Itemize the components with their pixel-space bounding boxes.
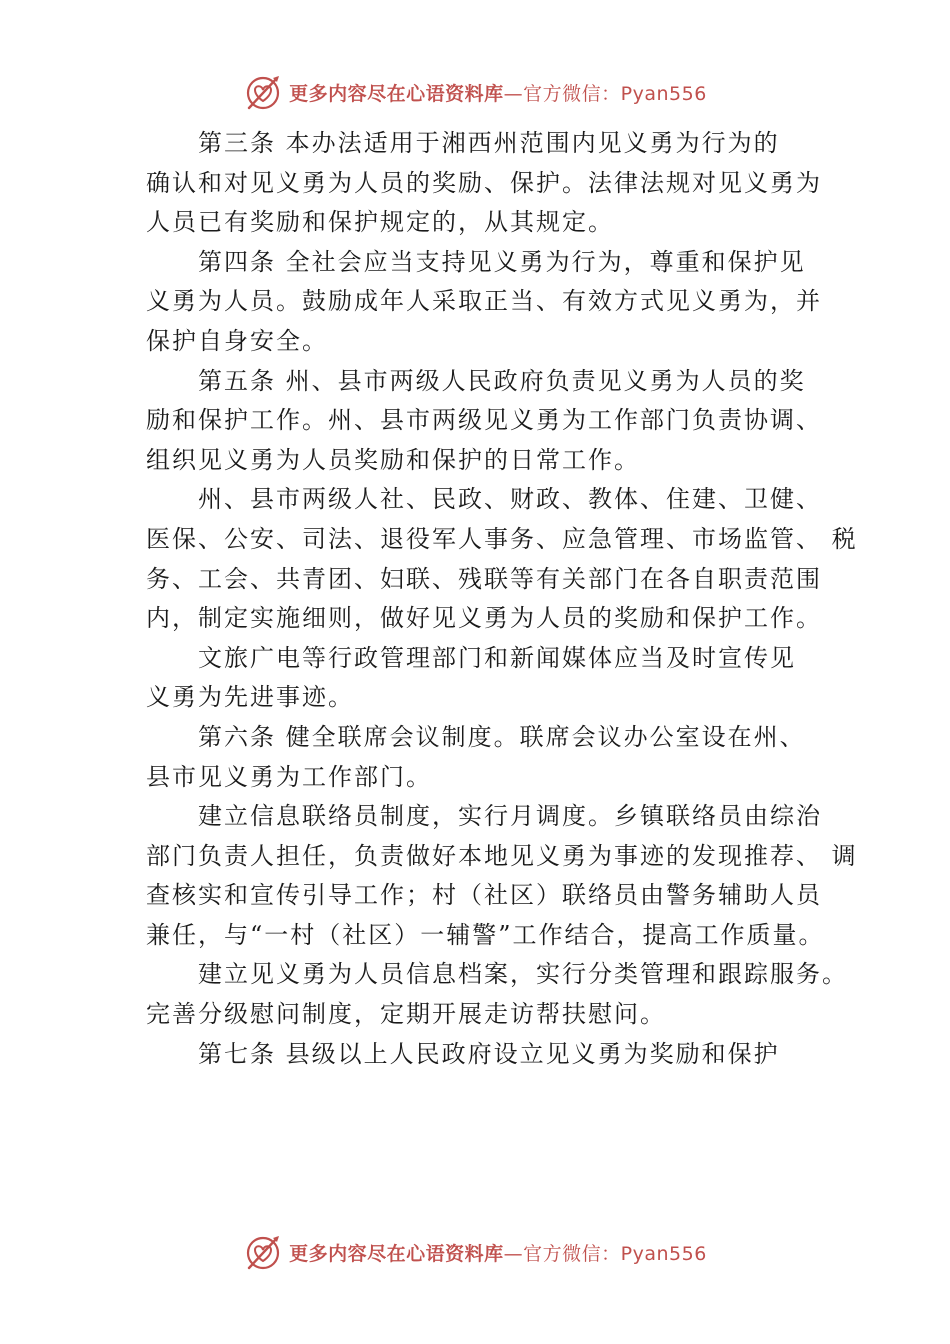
text-line: 第三条 本办法适用于湘西州范围内见义勇为行为的 — [198, 129, 780, 157]
text-line: 查核实和宣传引导工作；村（社区）联络员由警务辅助人员 — [146, 881, 822, 910]
text-line: 内，制定实施细则，做好见义勇为人员的奖励和保护工作。 — [146, 604, 822, 633]
text-line: 第四条 全社会应当支持见义勇为行为，尊重和保护见 — [198, 247, 806, 276]
text-line: 人员已有奖励和保护规定的，从其规定。 — [146, 208, 614, 237]
text-line: 励和保护工作。州、县市两级见义勇为工作部门负责协调、 — [146, 406, 822, 435]
heart-pen-logo-icon — [243, 72, 283, 112]
text-line: 县市见义勇为工作部门。 — [146, 762, 432, 791]
text-line: 部门负责人担任，负责做好本地见义勇为事迹的发现推荐、 调 — [146, 841, 858, 870]
text-line: 第七条 县级以上人民政府设立见义勇为奖励和保护 — [198, 1039, 780, 1068]
text-line: 第六条 健全联席会议制度。联席会议办公室设在州、 — [198, 722, 806, 751]
watermark-text: 更多内容尽在心语资料库—官方微信：Pyan556 — [289, 1242, 707, 1265]
text-line: 医保、公安、司法、退役军人事务、应急管理、市场监管、 税 — [146, 524, 858, 553]
text-line: 建立见义勇为人员信息档案，实行分类管理和跟踪服务。 — [198, 960, 848, 989]
text-line: 第五条 州、县市两级人民政府负责见义勇为人员的奖 — [198, 366, 806, 395]
text-line: 州、县市两级人社、民政、财政、教体、住建、卫健、 — [198, 485, 822, 514]
text-line: 义勇为先进事迹。 — [146, 683, 354, 712]
text-line: 组织见义勇为人员奖励和保护的日常工作。 — [146, 445, 640, 474]
watermark-text: 更多内容尽在心语资料库—官方微信：Pyan556 — [289, 82, 707, 105]
document-body — [146, 124, 858, 1074]
text-line: 义勇为人员。鼓励成年人采取正当、有效方式见义勇为，并 — [146, 287, 822, 316]
text-line: 完善分级慰问制度，定期开展走访帮扶慰问。 — [146, 1000, 666, 1029]
heart-pen-logo-icon — [243, 1232, 283, 1272]
watermark-banner-top — [0, 70, 950, 114]
text-line: 文旅广电等行政管理部门和新闻媒体应当及时宣传见 — [198, 643, 796, 672]
text-line: 兼任，与“一村（社区）一辅警”工作结合，提高工作质量。 — [146, 920, 825, 949]
text-line: 务、工会、共青团、妇联、残联等有关部门在各自职责范围 — [146, 564, 822, 593]
text-line: 建立信息联络员制度，实行月调度。乡镇联络员由综治 — [198, 802, 822, 831]
text-line: 保护自身安全。 — [146, 326, 328, 355]
watermark-banner-bottom — [0, 1230, 950, 1274]
text-line: 确认和对见义勇为人员的奖励、保护。法律法规对见义勇为 — [146, 168, 822, 197]
